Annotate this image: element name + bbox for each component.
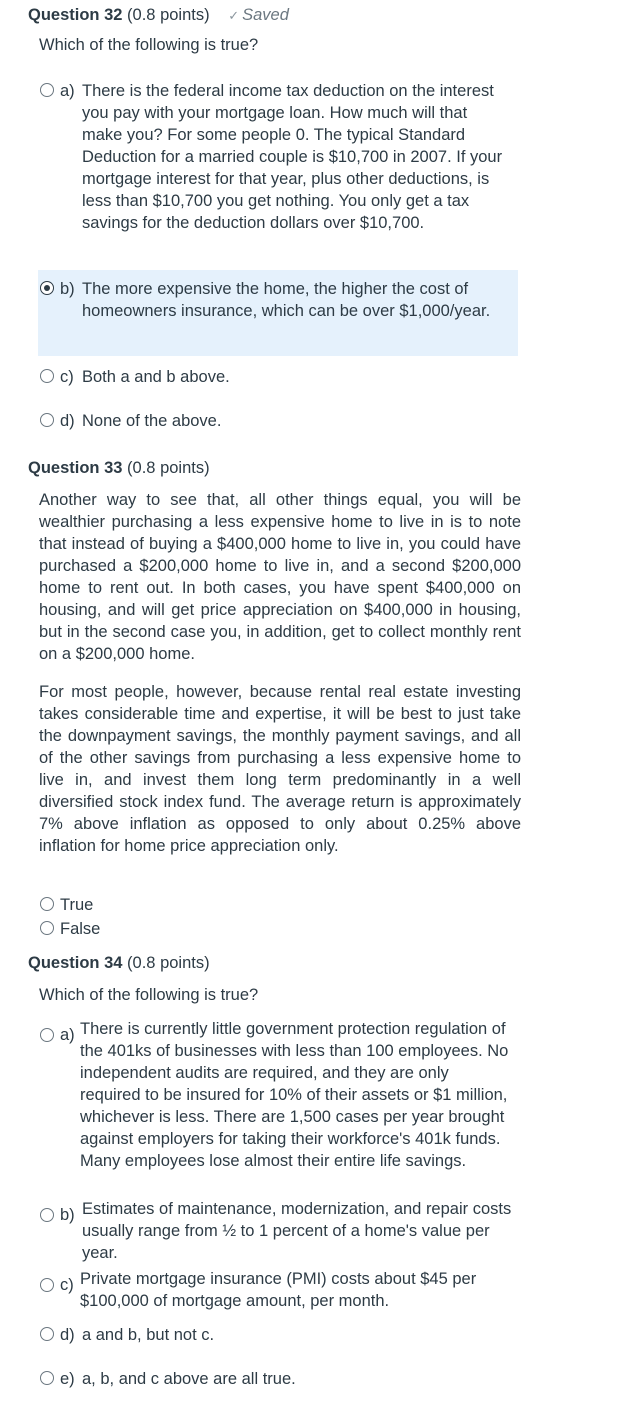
question-points: (0.8 points) <box>127 459 210 477</box>
question-title: Question 32 <box>28 6 123 24</box>
answer-letter: b) <box>60 280 75 298</box>
answer-text: a and b, but not c. <box>82 1326 215 1344</box>
question-points: (0.8 points) <box>127 6 210 24</box>
q34-answer-c[interactable] <box>38 1268 518 1312</box>
q32-answer-a[interactable] <box>38 80 518 256</box>
question-33-prompt <box>39 489 521 869</box>
option-label: True <box>60 896 94 914</box>
answer-letter: e) <box>60 1370 75 1388</box>
radio-button[interactable] <box>40 1371 54 1385</box>
answer-text: a, b, and c above are all true. <box>82 1370 296 1388</box>
answer-text: The more expensive the home, the higher the cost of homeowners insurance, which can be over $1,000/year. <box>82 280 491 320</box>
answer-text: There is currently little government protection regulation of the 401ks of businesses with less than 100 employees. No independent audits are required, and they are only required to be insured for 10% of their assets or $1 million, whichever is less. There are 1,500 cases per year brought against employers for taking their workforce's 401k funds. Many employees lose almost their entire life savings. <box>80 1020 509 1170</box>
question-34-header <box>28 954 210 973</box>
q32-answer-d[interactable] <box>38 410 518 432</box>
question-title: Question 33 <box>28 459 123 477</box>
radio-button[interactable] <box>40 369 54 383</box>
answer-letter: a) <box>60 1026 75 1044</box>
answer-text: Both a and b above. <box>82 368 230 386</box>
q34-answer-d[interactable] <box>38 1324 518 1346</box>
radio-button[interactable] <box>40 413 54 427</box>
prompt-paragraph: Another way to see that, all other things equal, you will be wealthier purchasing a less expensive home to live in is to note that instead of buying a $400,000 home to live in, you could have purchased a $200,000 home to live in, and a second $200,000 home to rent out. In both cases, you have spent $400,000 on housing, and will get price appreciation on $400,000 in housing, but in the second case you, in addition, get to collect monthly rent on a $200,000 home. <box>39 491 521 663</box>
answer-letter: c) <box>60 1276 74 1294</box>
radio-button[interactable] <box>40 1327 54 1341</box>
answer-letter: d) <box>60 412 75 430</box>
saved-status <box>228 6 289 24</box>
radio-button[interactable] <box>40 83 54 97</box>
answer-text: Estimates of maintenance, modernization, and repair costs usually range from ½ to 1 percent of a home's value per year. <box>82 1200 512 1262</box>
saved-label: Saved <box>242 6 289 24</box>
question-title: Question 34 <box>28 954 123 972</box>
q34-answer-a[interactable] <box>38 1018 518 1194</box>
question-34-prompt: Which of the following is true? <box>39 986 259 1004</box>
answer-letter: b) <box>60 1206 75 1224</box>
q34-answer-e[interactable] <box>38 1368 518 1390</box>
answer-letter: a) <box>60 82 75 100</box>
question-33-header <box>28 459 210 478</box>
question-points: (0.8 points) <box>127 954 210 972</box>
prompt-paragraph: For most people, however, because rental real estate investing takes considerable time and expertise, it will be best to just take the downpayment savings, the monthly payment savings, and all of the other savings from purchasing a less expensive home to live in, and invest them long term predominantly in a well diversified stock index fund. The average return is approximately 7% above inflation as opposed to only about 0.25% above inflation for home price appreciation only. <box>39 683 521 855</box>
radio-button[interactable] <box>40 921 54 935</box>
radio-button-checked[interactable] <box>40 281 54 295</box>
option-label: False <box>60 920 101 938</box>
answer-letter: c) <box>60 368 74 386</box>
radio-button[interactable] <box>40 1278 54 1292</box>
check-icon: ✓ <box>228 8 240 23</box>
question-32-prompt: Which of the following is true? <box>39 36 259 54</box>
q32-answer-b[interactable] <box>38 270 518 356</box>
q32-answer-c[interactable] <box>38 366 518 388</box>
answer-letter: d) <box>60 1326 75 1344</box>
answer-text: There is the federal income tax deduction on the interest you pay with your mortgage loan. How much will that make you? For some people 0. The typical Standard Deduction for a married couple is $10,700 in 2007. If your mortgage interest for that year, plus other deductions, is less than $10,700 you get nothing. You only get a tax savings for the deduction dollars over $10,700. <box>82 82 503 232</box>
radio-button[interactable] <box>40 897 54 911</box>
radio-button[interactable] <box>40 1028 54 1042</box>
question-32-header <box>28 6 289 25</box>
q34-answer-b[interactable] <box>38 1198 518 1264</box>
radio-button[interactable] <box>40 1208 54 1222</box>
answer-text: Private mortgage insurance (PMI) costs about $45 per $100,000 of mortgage amount, per month. <box>80 1270 477 1310</box>
answer-text: None of the above. <box>82 412 222 430</box>
